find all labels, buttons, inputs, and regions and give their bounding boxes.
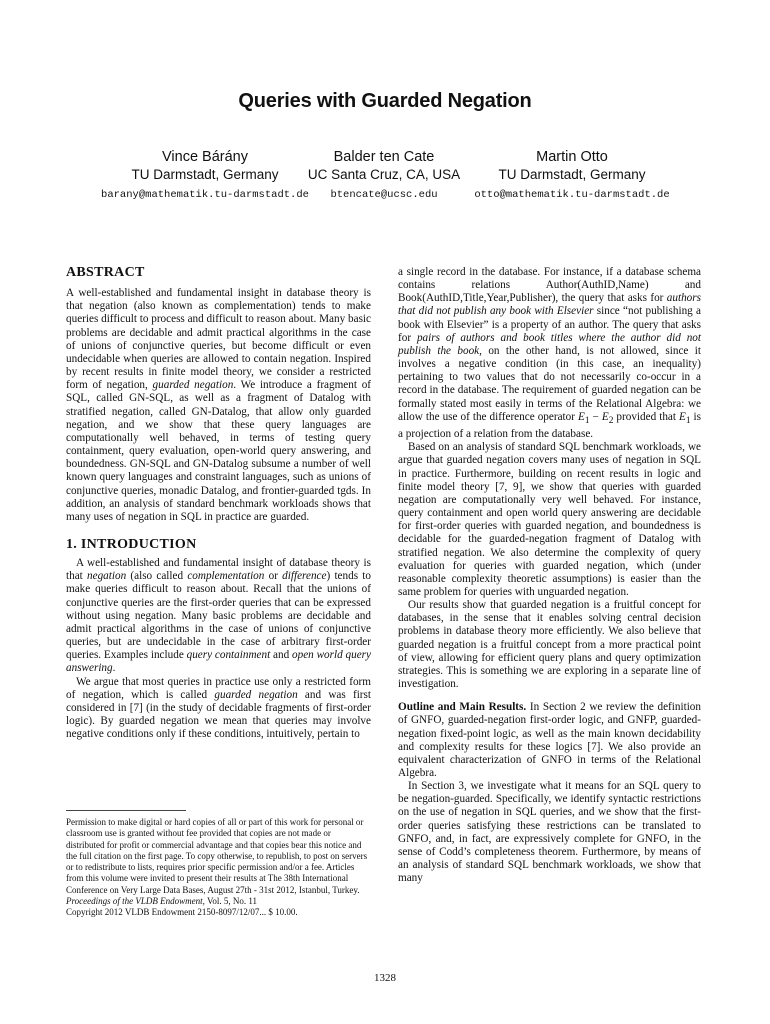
page-number: 1328 <box>374 972 396 984</box>
author-email: otto@mathematik.tu-darmstadt.de <box>474 189 670 201</box>
footnote-divider <box>66 810 186 811</box>
permission-notice: Permission to make digital or hard copies of all or part of this work for personal or classroom use is granted without fee provided that copies are not made or distributed for profit or commercial advantage and that copies bear this notice and the full citation on the first page. To copy otherwise, to republish, to post on servers or to redistribute to lists, requires prior specific permission and/or a fee. Articles from this volume were invited to present their results at The 38th International Conference on Very Large Data Bases, August 27th - 31st 2012, Istanbul, Turkey. Proceedings of the VLDB Endowment, Vol. 5, No. 11 Copyright 2012 VLDB Endowment 2150-8097/12/07... $ 10.00. <box>66 817 368 918</box>
paper-title: Queries with Guarded Negation <box>238 90 532 112</box>
left-column <box>66 266 371 741</box>
outline-heading: Outline and Main Results. <box>398 701 527 714</box>
abstract-heading: ABSTRACT <box>66 265 145 280</box>
author-affiliation: TU Darmstadt, Germany <box>131 167 279 182</box>
abstract-paragraph: A well-established and fundamental insight in database theory is that negation (also known as complementation) tends to make queries difficult to process and difficult to reason about. Many basic problems are decidable and admit practical algorithms in the case of unions of conjunctive queries, but become difficult or even undecidable when queries are allowed to contain negation. Inspired by recent results in finite model theory, we consider a restricted form of negation, guarded negation. We introduce a fragment of SQL, called GN-SQL, as well as a fragment of Datalog with stratified negation, called GN-Datalog, that allow only guarded negation, and we show that these query languages are computationally well behaved, in terms of testing query containment, query evaluation, open-world query answering, and boundedness. GN-SQL and GN-Datalog subsume a number of well known query languages and constraint languages, such as unions of conjunctive queries, monadic Datalog, and frontier-guarded tgds. In addition, an analysis of standard benchmark workloads shows that many uses of negation in SQL in practice are guarded. <box>66 287 372 523</box>
right-paragraph-1: a single record in the database. For instance, if a database schema contains relations Author(AuthID,Name) and Book(AuthID,Title,Year,Publisher), the query that asks for authors that did not publish any book with Elsevier since “not publishing a book with Elsevier” is a property of an author. The query that asks for pairs of authors and book titles where the author did not publish the book, on the other hand, is not allowed, since it involves a negative condition (in this case, an inequality) pertaining to two values that do not necessarily co-occur in a record in the database. The requirement of guarded negation can be formally stated most easily in terms of the Relational Algebra: we allow the use of the difference operator $E_1 - E_2$ provided that $E_1$ is a projection of a relation from the database. <box>398 266 702 441</box>
right-paragraph-5: In Section 3, we investigate what it means for an SQL query to be negation-guarded. Specifically, we identify syntactic restrictions on the use of negation in SQL queries, and we show that the first-order queries satisfying these restrictions can be translated to GNFO, and, in fact, are expressively complete for GNFO, in the sense of Codd’s completeness theorem. Furthermore, by means of an analysis of standard SQL benchmark workloads, we show that many <box>398 780 701 885</box>
author-email: btencate@ucsc.edu <box>330 189 438 201</box>
introduction-heading: 1. INTRODUCTION <box>66 536 197 552</box>
author-email: barany@mathematik.tu-darmstadt.de <box>101 189 309 201</box>
author-block-3 <box>447 149 697 202</box>
author-name: Martin Otto <box>536 149 608 165</box>
outline-paragraph: Outline and Main Results. In Section 2 we review the definition of GNFO, guarded-negation first-order logic, and GNFP, guarded-negation fixed-point logic, as well as the main known decidability and complexity results for these logics [7]. We also provide an equivalent characterization of GNFO in terms of the Relational Algebra. <box>398 701 701 780</box>
intro-paragraph-1: A well-established and fundamental insight of database theory is that negation (also called complementation or difference) tends to make queries difficult to reason about. Recall that the unions of conjunctive queries are the first-order queries that can be expressed without using negation. Many basic problems are decidable and admit practical algorithms in the case of unions of conjunctive queries, but are undecidable in the case of arbitrary first-order queries. Examples include query containment and open world query answering. <box>66 557 371 675</box>
author-name: Vince Bárány <box>162 149 248 165</box>
right-paragraph-2: Based on an analysis of standard SQL benchmark workloads, we argue that guarded negation covers many uses of negation in SQL in practice. Furthermore, building on recent results in logic and finite model theory [7, 9], we show that queries with guarded negation are computationally very well behaved. For instance, query containment and open world query answering are decidable for first-order queries with guarded negation, and boundedness is decidable for the guarded-negation fragment of Datalog with stratified negation. We also determine the complexity of query evaluation for queries with guarded negation, which (under reasonable complexity theoretic assumptions) is easier than the same problem for queries with unguarded negation. <box>398 441 701 598</box>
intro-paragraph-2: We argue that most queries in practice use only a restricted form of negation, which is called guarded negation and was first considered in [7] (in the study of decidable fragments of first-order logic). By guarded negation we mean that queries may involve negative conditions only if these conditions, intuitively, pertain to <box>66 675 371 741</box>
author-affiliation: UC Santa Cruz, CA, USA <box>307 167 461 182</box>
right-paragraph-3: Our results show that guarded negation is a fruitful concept for databases, in the sense that it enables solving central decision problems in database theory more efficiently. We also believe that guarded negation is a fruitful concept from a more practical point of view, allowing for efficient query plans and query optimization strategies. This is something we are exploring in a separate line of investigation. <box>398 599 701 691</box>
right-column <box>398 266 701 885</box>
author-name: Balder ten Cate <box>333 149 435 165</box>
author-affiliation: TU Darmstadt, Germany <box>498 167 646 182</box>
